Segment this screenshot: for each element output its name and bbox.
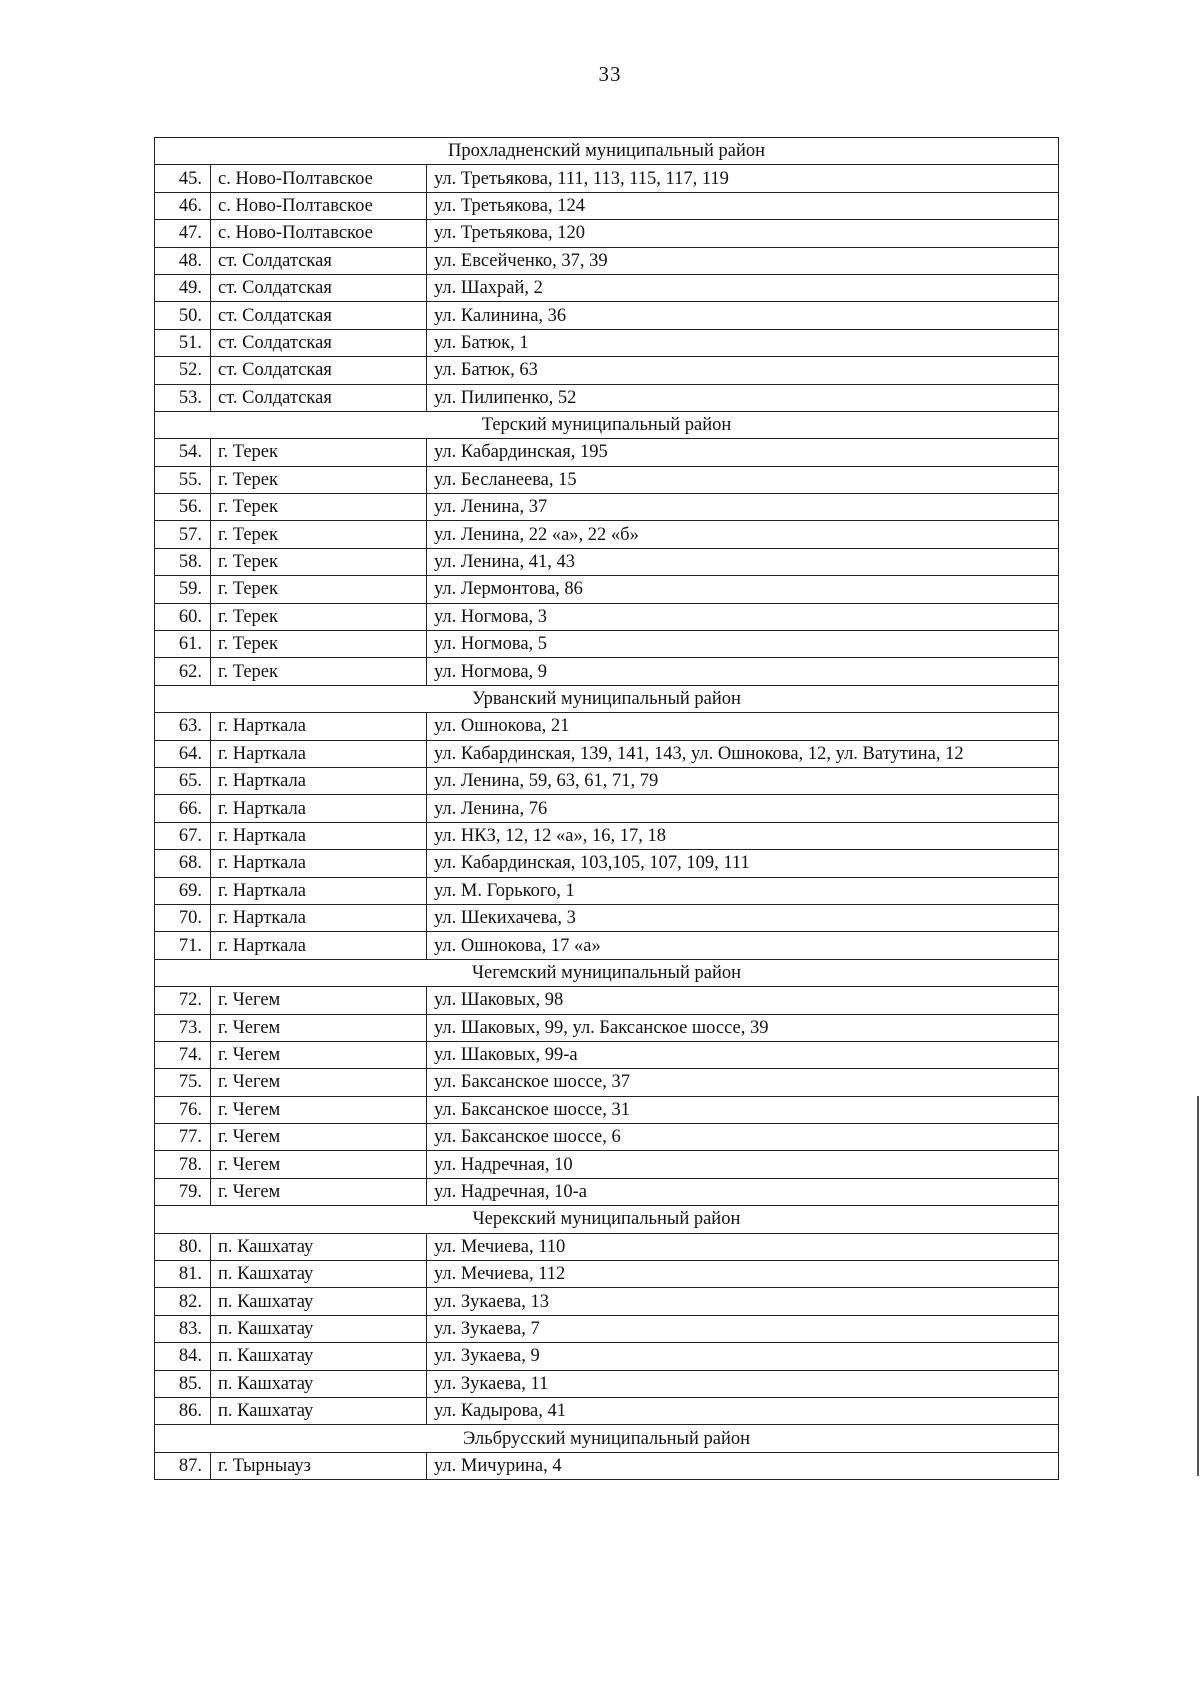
address-cell: ул. Шахрай, 2 xyxy=(427,274,1059,301)
district-header-row xyxy=(155,138,1059,165)
row-number: 51. xyxy=(155,329,211,356)
settlement-cell: г. Нарткала xyxy=(211,767,427,794)
settlement-cell: г. Терек xyxy=(211,631,427,658)
address-cell: ул. Шаковых, 98 xyxy=(427,987,1059,1014)
row-number: 71. xyxy=(155,932,211,959)
settlement-cell: г. Чегем xyxy=(211,1178,427,1205)
address-cell: ул. Ленина, 41, 43 xyxy=(427,548,1059,575)
table-row xyxy=(155,302,1059,329)
settlement-cell: ст. Солдатская xyxy=(211,329,427,356)
address-cell: ул. Ошнокова, 21 xyxy=(427,713,1059,740)
table-row xyxy=(155,1288,1059,1315)
address-cell: ул. Надречная, 10-а xyxy=(427,1178,1059,1205)
table-row xyxy=(155,1151,1059,1178)
address-cell: ул. Ошнокова, 17 «а» xyxy=(427,932,1059,959)
address-cell: ул. Батюк, 63 xyxy=(427,357,1059,384)
address-cell: ул. Ногмова, 9 xyxy=(427,658,1059,685)
row-number: 82. xyxy=(155,1288,211,1315)
row-number: 48. xyxy=(155,247,211,274)
settlement-cell: с. Ново-Полтавское xyxy=(211,220,427,247)
table-row xyxy=(155,767,1059,794)
district-title: Прохладненский муниципальный район xyxy=(155,138,1059,165)
table-row xyxy=(155,822,1059,849)
table-row xyxy=(155,877,1059,904)
address-cell: ул. Ленина, 37 xyxy=(427,494,1059,521)
table-row xyxy=(155,1397,1059,1424)
row-number: 46. xyxy=(155,192,211,219)
row-number: 77. xyxy=(155,1124,211,1151)
address-cell: ул. Кабардинская, 195 xyxy=(427,439,1059,466)
table-row xyxy=(155,850,1059,877)
district-title: Черекский муниципальный район xyxy=(155,1206,1059,1233)
table-row xyxy=(155,466,1059,493)
table-row xyxy=(155,165,1059,192)
settlement-cell: г. Чегем xyxy=(211,987,427,1014)
address-cell: ул. Кадырова, 41 xyxy=(427,1397,1059,1424)
settlement-cell: г. Терек xyxy=(211,603,427,630)
row-number: 56. xyxy=(155,494,211,521)
settlement-cell: г. Нарткала xyxy=(211,822,427,849)
district-header-row xyxy=(155,959,1059,986)
settlement-cell: г. Терек xyxy=(211,576,427,603)
row-number: 49. xyxy=(155,274,211,301)
row-number: 70. xyxy=(155,904,211,931)
address-table xyxy=(154,137,1059,1480)
settlement-cell: г. Нарткала xyxy=(211,795,427,822)
settlement-cell: с. Ново-Полтавское xyxy=(211,165,427,192)
row-number: 54. xyxy=(155,439,211,466)
table-row xyxy=(155,658,1059,685)
table-row xyxy=(155,439,1059,466)
row-number: 67. xyxy=(155,822,211,849)
address-cell: ул. Шаковых, 99, ул. Баксанское шоссе, 39 xyxy=(427,1014,1059,1041)
row-number: 50. xyxy=(155,302,211,329)
table-row xyxy=(155,1041,1059,1068)
settlement-cell: г. Нарткала xyxy=(211,740,427,767)
district-header-row xyxy=(155,411,1059,438)
table-row xyxy=(155,631,1059,658)
address-cell: ул. Третьякова, 111, 113, 115, 117, 119 xyxy=(427,165,1059,192)
table-row xyxy=(155,329,1059,356)
address-cell: ул. НКЗ, 12, 12 «а», 16, 17, 18 xyxy=(427,822,1059,849)
row-number: 84. xyxy=(155,1343,211,1370)
address-cell: ул. Шекихачева, 3 xyxy=(427,904,1059,931)
address-cell: ул. Бесланеева, 15 xyxy=(427,466,1059,493)
table-row xyxy=(155,274,1059,301)
row-number: 55. xyxy=(155,466,211,493)
district-title: Урванский муниципальный район xyxy=(155,685,1059,712)
table-row xyxy=(155,1315,1059,1342)
row-number: 62. xyxy=(155,658,211,685)
row-number: 86. xyxy=(155,1397,211,1424)
settlement-cell: г. Чегем xyxy=(211,1041,427,1068)
address-cell: ул. Баксанское шоссе, 6 xyxy=(427,1124,1059,1151)
table-row xyxy=(155,1014,1059,1041)
district-header-row xyxy=(155,1425,1059,1452)
settlement-cell: ст. Солдатская xyxy=(211,302,427,329)
district-header-row xyxy=(155,685,1059,712)
table-row xyxy=(155,603,1059,630)
table-row xyxy=(155,713,1059,740)
address-cell: ул. Ногмова, 3 xyxy=(427,603,1059,630)
address-cell: ул. Баксанское шоссе, 31 xyxy=(427,1096,1059,1123)
row-number: 60. xyxy=(155,603,211,630)
row-number: 73. xyxy=(155,1014,211,1041)
address-cell: ул. Баксанское шоссе, 37 xyxy=(427,1069,1059,1096)
settlement-cell: г. Чегем xyxy=(211,1096,427,1123)
settlement-cell: с. Ново-Полтавское xyxy=(211,192,427,219)
table-row xyxy=(155,904,1059,931)
row-number: 81. xyxy=(155,1261,211,1288)
table-row xyxy=(155,220,1059,247)
district-title: Эльбрусский муниципальный район xyxy=(155,1425,1059,1452)
address-cell: ул. Шаковых, 99-а xyxy=(427,1041,1059,1068)
address-table-body xyxy=(155,138,1059,1480)
settlement-cell: п. Кашхатау xyxy=(211,1370,427,1397)
settlement-cell: п. Кашхатау xyxy=(211,1315,427,1342)
address-cell: ул. Калинина, 36 xyxy=(427,302,1059,329)
row-number: 57. xyxy=(155,521,211,548)
table-row xyxy=(155,521,1059,548)
row-number: 65. xyxy=(155,767,211,794)
settlement-cell: г. Тырныауз xyxy=(211,1452,427,1479)
settlement-cell: г. Нарткала xyxy=(211,877,427,904)
row-number: 69. xyxy=(155,877,211,904)
settlement-cell: г. Терек xyxy=(211,494,427,521)
row-number: 63. xyxy=(155,713,211,740)
table-row xyxy=(155,1370,1059,1397)
table-row xyxy=(155,932,1059,959)
settlement-cell: г. Терек xyxy=(211,658,427,685)
table-row xyxy=(155,576,1059,603)
settlement-cell: п. Кашхатау xyxy=(211,1343,427,1370)
address-cell: ул. Зукаева, 7 xyxy=(427,1315,1059,1342)
table-row xyxy=(155,357,1059,384)
row-number: 78. xyxy=(155,1151,211,1178)
row-number: 61. xyxy=(155,631,211,658)
row-number: 79. xyxy=(155,1178,211,1205)
scan-edge-line xyxy=(1197,1096,1199,1476)
settlement-cell: г. Терек xyxy=(211,548,427,575)
settlement-cell: ст. Солдатская xyxy=(211,357,427,384)
address-cell: ул. Зукаева, 11 xyxy=(427,1370,1059,1397)
address-cell: ул. Кабардинская, 139, 141, 143, ул. Ошнокова, 12, ул. Ватутина, 12 xyxy=(427,740,1059,767)
table-row xyxy=(155,247,1059,274)
row-number: 68. xyxy=(155,850,211,877)
row-number: 85. xyxy=(155,1370,211,1397)
row-number: 87. xyxy=(155,1452,211,1479)
table-row xyxy=(155,1178,1059,1205)
row-number: 80. xyxy=(155,1233,211,1260)
settlement-cell: п. Кашхатау xyxy=(211,1261,427,1288)
table-row xyxy=(155,1233,1059,1260)
address-cell: ул. Батюк, 1 xyxy=(427,329,1059,356)
row-number: 53. xyxy=(155,384,211,411)
address-cell: ул. Кабардинская, 103,105, 107, 109, 111 xyxy=(427,850,1059,877)
address-cell: ул. Ленина, 76 xyxy=(427,795,1059,822)
table-row xyxy=(155,1124,1059,1151)
address-cell: ул. Надречная, 10 xyxy=(427,1151,1059,1178)
settlement-cell: ст. Солдатская xyxy=(211,384,427,411)
address-cell: ул. Ленина, 59, 63, 61, 71, 79 xyxy=(427,767,1059,794)
address-cell: ул. Третьякова, 124 xyxy=(427,192,1059,219)
table-row xyxy=(155,384,1059,411)
address-cell: ул. Ногмова, 5 xyxy=(427,631,1059,658)
district-header-row xyxy=(155,1206,1059,1233)
address-cell: ул. Лермонтова, 86 xyxy=(427,576,1059,603)
district-title: Терский муниципальный район xyxy=(155,411,1059,438)
row-number: 45. xyxy=(155,165,211,192)
row-number: 76. xyxy=(155,1096,211,1123)
table-row xyxy=(155,1096,1059,1123)
settlement-cell: г. Терек xyxy=(211,521,427,548)
address-cell: ул. Евсейченко, 37, 39 xyxy=(427,247,1059,274)
settlement-cell: г. Чегем xyxy=(211,1014,427,1041)
table-row xyxy=(155,548,1059,575)
settlement-cell: ст. Солдатская xyxy=(211,274,427,301)
table-row xyxy=(155,1261,1059,1288)
table-row xyxy=(155,740,1059,767)
row-number: 72. xyxy=(155,987,211,1014)
address-cell: ул. Мичурина, 4 xyxy=(427,1452,1059,1479)
row-number: 59. xyxy=(155,576,211,603)
table-row xyxy=(155,795,1059,822)
address-cell: ул. Мечиева, 112 xyxy=(427,1261,1059,1288)
settlement-cell: ст. Солдатская xyxy=(211,247,427,274)
settlement-cell: г. Чегем xyxy=(211,1124,427,1151)
settlement-cell: г. Нарткала xyxy=(211,904,427,931)
page-number: 33 xyxy=(598,62,622,86)
address-cell: ул. Третьякова, 120 xyxy=(427,220,1059,247)
row-number: 66. xyxy=(155,795,211,822)
row-number: 52. xyxy=(155,357,211,384)
address-cell: ул. Зукаева, 13 xyxy=(427,1288,1059,1315)
settlement-cell: п. Кашхатау xyxy=(211,1288,427,1315)
settlement-cell: г. Терек xyxy=(211,466,427,493)
settlement-cell: г. Чегем xyxy=(211,1151,427,1178)
row-number: 75. xyxy=(155,1069,211,1096)
settlement-cell: г. Нарткала xyxy=(211,850,427,877)
table-row xyxy=(155,192,1059,219)
table-row xyxy=(155,1069,1059,1096)
table-row xyxy=(155,494,1059,521)
address-cell: ул. Мечиева, 110 xyxy=(427,1233,1059,1260)
settlement-cell: п. Кашхатау xyxy=(211,1233,427,1260)
row-number: 58. xyxy=(155,548,211,575)
row-number: 47. xyxy=(155,220,211,247)
address-cell: ул. Пилипенко, 52 xyxy=(427,384,1059,411)
row-number: 64. xyxy=(155,740,211,767)
address-cell: ул. М. Горького, 1 xyxy=(427,877,1059,904)
table-row xyxy=(155,1343,1059,1370)
table-row xyxy=(155,1452,1059,1479)
settlement-cell: г. Нарткала xyxy=(211,932,427,959)
row-number: 74. xyxy=(155,1041,211,1068)
address-cell: ул. Зукаева, 9 xyxy=(427,1343,1059,1370)
table-row xyxy=(155,987,1059,1014)
settlement-cell: г. Терек xyxy=(211,439,427,466)
settlement-cell: п. Кашхатау xyxy=(211,1397,427,1424)
district-title: Чегемский муниципальный район xyxy=(155,959,1059,986)
settlement-cell: г. Чегем xyxy=(211,1069,427,1096)
address-cell: ул. Ленина, 22 «а», 22 «б» xyxy=(427,521,1059,548)
row-number: 83. xyxy=(155,1315,211,1342)
settlement-cell: г. Нарткала xyxy=(211,713,427,740)
